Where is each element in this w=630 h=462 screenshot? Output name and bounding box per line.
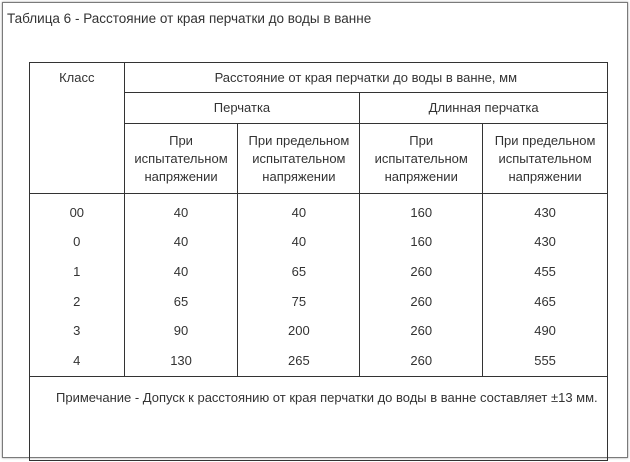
long-glove-limit-voltage-header: При предельном испытательном напряжении [483,124,608,194]
glove-test-cell: 65 [124,287,238,317]
long-test-cell: 260 [360,287,483,317]
long-test-cell: 260 [360,316,483,346]
long-test-cell: 260 [360,257,483,287]
table-row [30,316,608,346]
table-row [30,346,608,376]
glove-limit-cell: 265 [238,346,360,376]
glove-test-cell: 40 [124,194,238,228]
long-limit-cell: 465 [483,287,608,317]
class-cell: 3 [30,316,125,346]
glove-test-voltage-header: При испытательном напряжении [124,124,238,194]
glove-limit-cell: 75 [238,287,360,317]
long-limit-cell: 430 [483,194,608,228]
glove-test-cell: 90 [124,316,238,346]
glove-test-cell: 40 [124,228,238,258]
table-note: Примечание - Допуск к расстоянию от края перчатки до воды в ванне составляет ±13 мм. [30,376,608,460]
glove-limit-cell: 200 [238,316,360,346]
long-test-cell: 160 [360,194,483,228]
glove-limit-voltage-header: При предельном испытательном напряжении [238,124,360,194]
long-test-cell: 260 [360,346,483,376]
long-glove-header: Длинная перчатка [360,93,608,124]
long-limit-cell: 455 [483,257,608,287]
glove-limit-cell: 40 [238,194,360,228]
long-test-cell: 160 [360,228,483,258]
class-header: Класс [30,63,125,194]
long-limit-cell: 430 [483,228,608,258]
glove-limit-cell: 65 [238,257,360,287]
table-row [30,287,608,317]
class-cell: 00 [30,194,125,228]
table-row [30,228,608,258]
glove-limit-cell: 40 [238,228,360,258]
long-limit-cell: 490 [483,316,608,346]
long-limit-cell: 555 [483,346,608,376]
class-cell: 0 [30,228,125,258]
class-cell: 4 [30,346,125,376]
table-row [30,257,608,287]
table-caption: Таблица 6 - Расстояние от края перчатки до воды в ванне [7,11,372,26]
document-page [2,2,628,458]
table-row [30,194,608,228]
glove-test-cell: 130 [124,346,238,376]
class-cell: 1 [30,257,125,287]
glove-test-cell: 40 [124,257,238,287]
glove-header: Перчатка [124,93,360,124]
distance-table [29,62,608,461]
distance-header: Расстояние от края перчатки до воды в ванне, мм [124,63,607,93]
long-glove-test-voltage-header: При испытательном напряжении [360,124,483,194]
class-cell: 2 [30,287,125,317]
